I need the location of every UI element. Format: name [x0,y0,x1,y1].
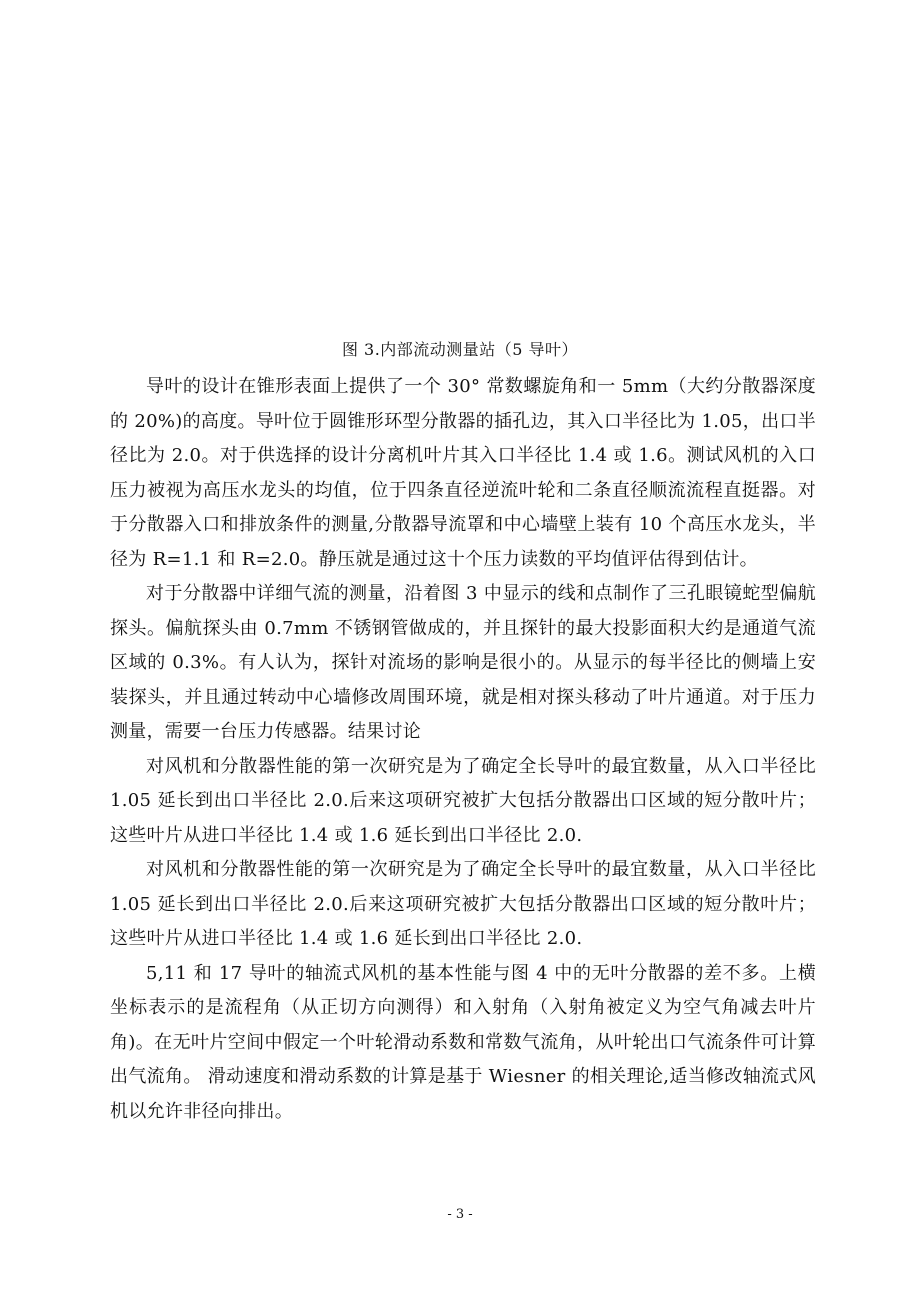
paragraph-guide-vane-design: 导叶的设计在锥形表面上提供了一个 30° 常数螺旋角和一 5mm（大约分散器深度的 20%)的高度。导叶位于圆锥形环型分散器的插孔边，其入口半径比为 1.05，出口半径比为 2.0。对于供选择的设计分离机叶片其入口半径比 1.4 或 1.6。测试风机的入口压力被视为高压水龙头的均值，位于四条直径逆流叶轮和二条直径顺流流程直挺器。对于分散器入口和排放条件的测量,分散器导流罩和中心墙壁上装有 10 个高压水龙头，半径为 R=1.1 和 R=2.0。静压就是通过这十个压力读数的平均值评估得到估计。 [110,376,816,570]
page-number: - 3 - [447,1207,473,1222]
body-text [110,370,816,1129]
paragraph-first-study: 对风机和分散器性能的第一次研究是为了确定全长导叶的最宜数量，从入口半径比 1.05 延长到出口半径比 2.0.后来这项研究被扩大包括分散器出口区域的短分散叶片；这些叶片从进口半径比 1.4 或 1.6 延长到出口半径比 2.0. [110,755,816,846]
paragraph-flow-measurement: 对于分散器中详细气流的测量，沿着图 3 中显示的线和点制作了三孔眼镜蛇型偏航探头。偏航探头由 0.7mm 不锈钢管做成的，并且探针的最大投影面积大约是通道气流区域的 0.3%。有人认为，探针对流场的影响是很小的。从显示的每半径比的侧墙上安装探头，并且通过转动中心墙修改周围环境，就是相对探头移动了叶片通道。对于压力测量，需要一台压力传感器。结果讨论 [110,583,816,742]
paragraph-basic-performance: 5,11 和 17 导叶的轴流式风机的基本性能与图 4 中的无叶分散器的差不多。上横坐标表示的是流程角（从正切方向测得）和入射角（入射角被定义为空气角减去叶片角)。在无叶片空间中假定一个叶轮滑动系数和常数气流角，从叶轮出口气流条件可计算出气流角。 滑动速度和滑动系数的计算是基于 Wiesner 的相关理论,适当修改轴流式风机以允许非径向排出。 [110,962,816,1122]
figure-caption: 图 3.内部流动测量站（5 导叶） [341,340,579,359]
paragraph-first-study-repeat: 对风机和分散器性能的第一次研究是为了确定全长导叶的最宜数量，从入口半径比 1.05 延长到出口半径比 2.0.后来这项研究被扩大包括分散器出口区域的短分散叶片；这些叶片从进口半径比 1.4 或 1.6 延长到出口半径比 2.0. [110,859,816,949]
